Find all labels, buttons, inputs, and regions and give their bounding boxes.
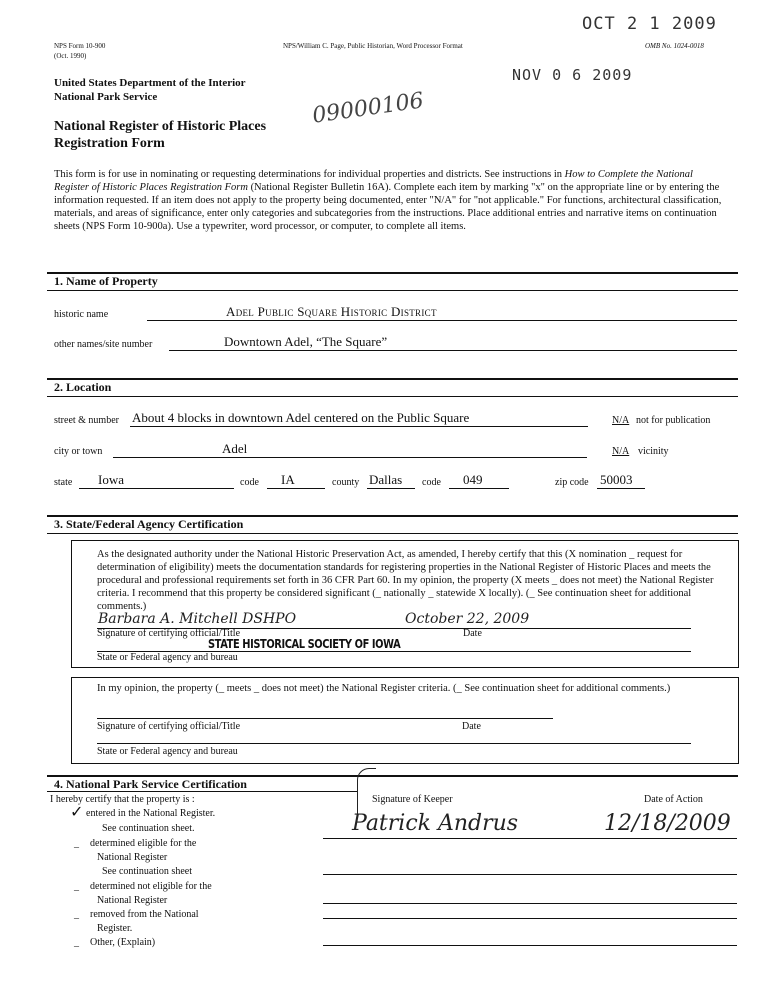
county-code-value[interactable]: 049 <box>463 472 483 487</box>
signature-label-2: Signature of certifying official/Title <box>97 721 241 732</box>
vicinity-na[interactable]: N/A <box>612 446 630 457</box>
zip-label: zip code <box>555 477 589 488</box>
option-not-eligible-line1: determined not eligible for the <box>90 881 212 892</box>
keeper-line-4 <box>323 918 737 919</box>
county-code-label: code <box>422 477 441 488</box>
option-removed-checkbox[interactable]: _ <box>74 909 79 920</box>
historic-name-label: historic name <box>54 309 109 320</box>
city-value[interactable]: Adel <box>222 441 248 456</box>
date-of-action-handwritten: 12/18/2009 <box>604 811 731 836</box>
option-entered-continuation: See continuation sheet. <box>102 823 195 834</box>
certifying-signature: Barbara A. Mitchell DSHPO <box>98 611 297 627</box>
state-code-value[interactable]: IA <box>281 472 295 487</box>
street-label: street & number <box>54 415 119 426</box>
state-value[interactable]: Iowa <box>98 472 124 487</box>
date-label-1: Date <box>463 628 482 639</box>
date-label-2: Date <box>462 721 481 732</box>
county-line <box>367 488 415 489</box>
date-of-action-label: Date of Action <box>644 794 703 805</box>
street-value[interactable]: About 4 blocks in downtown Adel centered on the Public Square <box>132 410 470 425</box>
other-names-line <box>169 350 737 351</box>
option-entered: entered in the National Register. <box>86 808 216 819</box>
section2-underline <box>47 396 738 397</box>
instructions-paragraph: This form is for use in nominating or requesting determinations for individual properties and districts. See instructions in How to Complete the National Register of Historic Places Registration Form (National Register Bulletin 16A). Complete each item by marking "x" on the appropriate line or by entering the information requested. If an item does not apply to the property being documented, enter "N/A" for "not applicable." For functions, architectural classification, materials, and areas of significance, enter only categories and subcategories from the instructions. Place additional entries and narrative items on continuation sheets (NPS Form 10-900a). Use a typewriter, word processor, or computer, to complete all items. <box>54 169 722 232</box>
agency-name: National Park Service <box>54 91 158 103</box>
certification-statement: As the designated authority under the National Historic Preservation Act, as amended, I hereby certify that this (X nomination _ request for determination of eligibility) meets the documentation standards for registering properties in the National Register of Historic Places and meets the procedural and professional requirements set forth in 36 CFR Part 60. In my opinion, the property (X meets _ does not meet) the National Register criteria. I recommend that this property be considered significant (_ nationally _ statewide X locally). (_ See continuation sheet for additional comments.) <box>97 549 714 612</box>
signature-line-2 <box>97 718 553 719</box>
section3-heading: 3. State/Federal Agency Certification <box>54 517 244 531</box>
option-eligible-line2: National Register <box>97 852 168 863</box>
state-code-line <box>267 488 325 489</box>
keeper-line-2 <box>323 874 737 875</box>
city-label: city or town <box>54 446 103 457</box>
form-title-line2: Registration Form <box>54 136 165 151</box>
street-line <box>130 426 588 427</box>
option-eligible-checkbox[interactable]: _ <box>74 838 79 849</box>
section4-underline <box>47 791 357 792</box>
option-removed-line1: removed from the National <box>90 909 199 920</box>
handwritten-bracket-mark <box>357 768 376 817</box>
received-stamp-oct: OCT 2 1 2009 <box>582 14 717 34</box>
option-removed-line2: Register. <box>97 923 133 934</box>
keeper-line-1 <box>323 838 737 839</box>
omb-number: OMB No. 1024-0018 <box>645 42 704 50</box>
state-line <box>79 488 234 489</box>
other-names-label: other names/site number <box>54 339 153 350</box>
format-note: NPS/William C. Page, Public Historian, Word Processor Format <box>283 42 463 50</box>
option-other: Other, (Explain) <box>90 937 156 948</box>
historic-name-value[interactable]: Adel Public Square Historic District <box>226 304 437 319</box>
historic-name-line <box>147 320 737 321</box>
zip-line <box>597 488 645 489</box>
county-value[interactable]: Dallas <box>369 472 403 487</box>
state-agency-stamp: STATE HISTORICAL SOCIETY OF IOWA <box>208 637 401 651</box>
keeper-line-5 <box>323 945 737 946</box>
vicinity-label: vicinity <box>638 446 669 457</box>
section2-heading: 2. Location <box>54 380 112 394</box>
agency-label-2: State or Federal agency and bureau <box>97 746 238 757</box>
form-id: NPS Form 10-900 <box>54 42 106 50</box>
county-label: county <box>332 477 360 488</box>
keeper-line-3 <box>323 903 737 904</box>
option-not-eligible-line2: National Register <box>97 895 168 906</box>
city-line <box>113 457 587 458</box>
zip-value[interactable]: 50003 <box>600 472 633 487</box>
entered-checkmark[interactable]: ✓ <box>70 804 84 821</box>
form-title-line1: National Register of Historic Places <box>54 119 267 134</box>
form-date: (Oct. 1990) <box>54 52 87 60</box>
option-not-eligible-checkbox[interactable]: _ <box>74 881 79 892</box>
section3-underline <box>47 533 738 534</box>
county-code-line <box>449 488 509 489</box>
state-label: state <box>54 477 73 488</box>
handwritten-ref-number: 09000106 <box>310 88 426 129</box>
keeper-signature: Patrick Andrus <box>352 811 519 836</box>
section1-heading: 1. Name of Property <box>54 274 158 288</box>
opinion-statement: In my opinion, the property (_ meets _ does not meet) the National Register criteria. (_ See continuation sheet for additional comments.) <box>97 683 671 694</box>
keeper-certify-intro: I hereby certify that the property is : <box>50 794 195 805</box>
option-other-checkbox[interactable]: _ <box>74 937 79 948</box>
other-names-value[interactable]: Downtown Adel, “The Square” <box>224 334 388 349</box>
not-for-publication-na[interactable]: N/A <box>612 415 630 426</box>
option-eligible-continuation: See continuation sheet <box>102 866 192 877</box>
received-stamp-nov: NOV 0 6 2009 <box>512 66 633 84</box>
option-eligible-line1: determined eligible for the <box>90 838 197 849</box>
not-for-publication-label: not for publication <box>636 415 711 426</box>
state-code-label: code <box>240 477 259 488</box>
agency-label-1: State or Federal agency and bureau <box>97 652 238 663</box>
section4-heading: 4. National Park Service Certification <box>54 777 247 791</box>
section2-rule <box>47 378 738 380</box>
signature-label-1: Signature of certifying official/Title <box>97 628 241 639</box>
section1-underline <box>47 290 738 291</box>
keeper-signature-label: Signature of Keeper <box>372 794 453 805</box>
department-name: United States Department of the Interior <box>54 77 246 89</box>
certifying-date-handwritten: October 22, 2009 <box>405 611 530 627</box>
agency-line-2 <box>97 743 691 744</box>
